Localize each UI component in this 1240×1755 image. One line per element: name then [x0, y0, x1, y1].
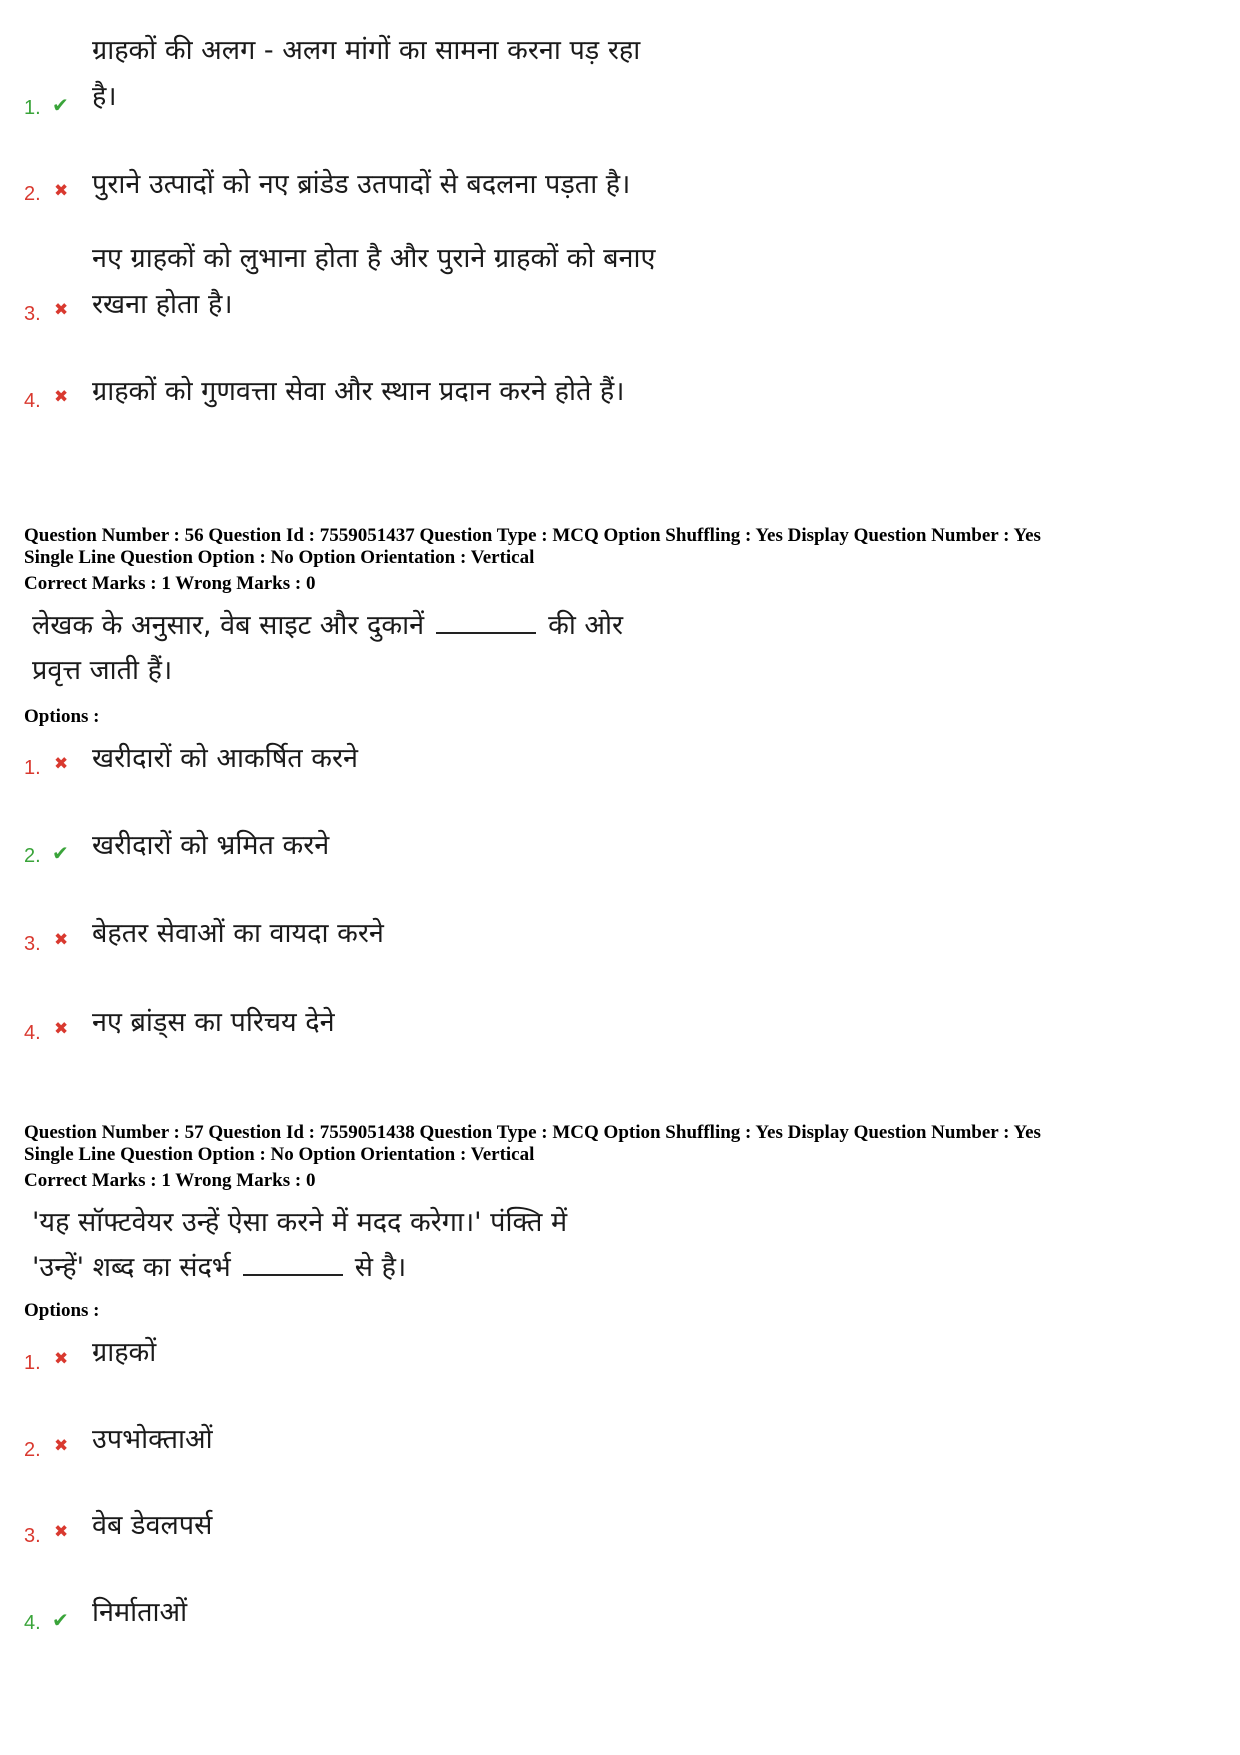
q55-option-3-text [92, 236, 655, 328]
check-icon: ✔ [52, 93, 69, 117]
q56-meta-line-1: Question Number : 56 Question Id : 7559051437 Question Type : MCQ Option Shuffling : Yes Display Question Number : Yes [24, 525, 1041, 546]
q56-meta-line-2: Single Line Question Option : No Option Orientation : Vertical [24, 547, 535, 568]
q57-option-2-text: उपभोक्ताओं [92, 1424, 213, 1455]
cross-icon: ✖ [54, 300, 69, 320]
q57-meta-line-1: Question Number : 57 Question Id : 7559051438 Question Type : MCQ Option Shuffling : Yes Display Question Number : Yes [24, 1122, 1041, 1143]
q56-option-2-text: खरीदारों को भ्रमित करने [92, 830, 330, 861]
cross-icon: ✖ [54, 930, 69, 950]
q55-option-2-text: पुराने उत्पादों को नए ब्रांडेड उतपादों से बदलना पड़ता है। [92, 169, 631, 200]
q56-option-3-number: 3. [24, 933, 41, 955]
q57-option-1-text: ग्राहकों [92, 1337, 157, 1368]
q57-option-3-number: 3. [24, 1525, 41, 1547]
q57-option-1-number: 1. [24, 1352, 41, 1374]
answer-blank [436, 612, 536, 634]
q55-option-4-number: 4. [24, 390, 41, 412]
q55-option-3-line-2: रखना होता है। [92, 289, 233, 320]
answer-blank [243, 1254, 343, 1276]
cross-icon: ✖ [54, 1349, 69, 1369]
q56-question-line-1 [32, 603, 623, 649]
q56-marks: Correct Marks : 1 Wrong Marks : 0 [24, 573, 316, 594]
q56-question-line-2: प्रवृत्त जाती हैं। [32, 655, 173, 686]
check-icon: ✔ [52, 1608, 69, 1632]
cross-icon: ✖ [54, 1019, 69, 1039]
q57-question-line-2 [32, 1245, 406, 1291]
q55-option-4-text: ग्राहकों को गुणवत्ता सेवा और स्थान प्रदान करने होते हैं। [92, 376, 625, 407]
q55-option-1-number: 1. [24, 97, 41, 119]
q56-option-4-number: 4. [24, 1022, 41, 1044]
q57-question-line-1: 'यह सॉफ्टवेयर उन्हें ऐसा करने में मदद करेगा।' पंक्ति में [32, 1207, 568, 1238]
cross-icon: ✖ [54, 754, 69, 774]
check-icon: ✔ [52, 841, 69, 865]
q56-options-label: Options : [24, 706, 100, 727]
q56-option-1-text: खरीदारों को आकर्षित करने [92, 743, 359, 774]
q57-question-text-b: से है। [354, 1252, 407, 1283]
q56-question-text-a: लेखक के अनुसार, वेब साइट और दुकानें [32, 610, 425, 641]
q57-option-3-text: वेब डेवलपर्स [92, 1510, 213, 1541]
q56-option-1-number: 1. [24, 757, 41, 779]
cross-icon: ✖ [54, 181, 69, 201]
q57-option-4-text: निर्माताओं [92, 1597, 188, 1628]
q55-option-1-line-1: ग्राहकों की अलग - अलग मांगों का सामना करना पड़ रहा [92, 35, 641, 66]
q56-option-2-number: 2. [24, 845, 41, 867]
q55-option-2-number: 2. [24, 183, 41, 205]
q57-marks: Correct Marks : 1 Wrong Marks : 0 [24, 1170, 316, 1191]
q55-option-1-line-2: है। [92, 81, 117, 112]
cross-icon: ✖ [54, 1436, 69, 1456]
q57-meta-line-2: Single Line Question Option : No Option Orientation : Vertical [24, 1144, 535, 1165]
q57-option-4-number: 4. [24, 1612, 41, 1634]
cross-icon: ✖ [54, 1522, 69, 1542]
cross-icon: ✖ [54, 387, 69, 407]
q57-question-text-a: 'उन्हें' शब्द का संदर्भ [32, 1252, 231, 1283]
q55-option-3-number: 3. [24, 303, 41, 325]
q56-question-text-b: की ओर [548, 610, 624, 641]
q55-option-3-line-1: नए ग्राहकों को लुभाना होता है और पुराने ग्राहकों को बनाए [92, 243, 656, 274]
q56-option-4-text: नए ब्रांड्स का परिचय देने [92, 1007, 335, 1038]
q55-option-1-text [92, 28, 640, 120]
q56-option-3-text: बेहतर सेवाओं का वायदा करने [92, 918, 384, 949]
q57-option-2-number: 2. [24, 1439, 41, 1461]
q57-options-label: Options : [24, 1300, 100, 1321]
